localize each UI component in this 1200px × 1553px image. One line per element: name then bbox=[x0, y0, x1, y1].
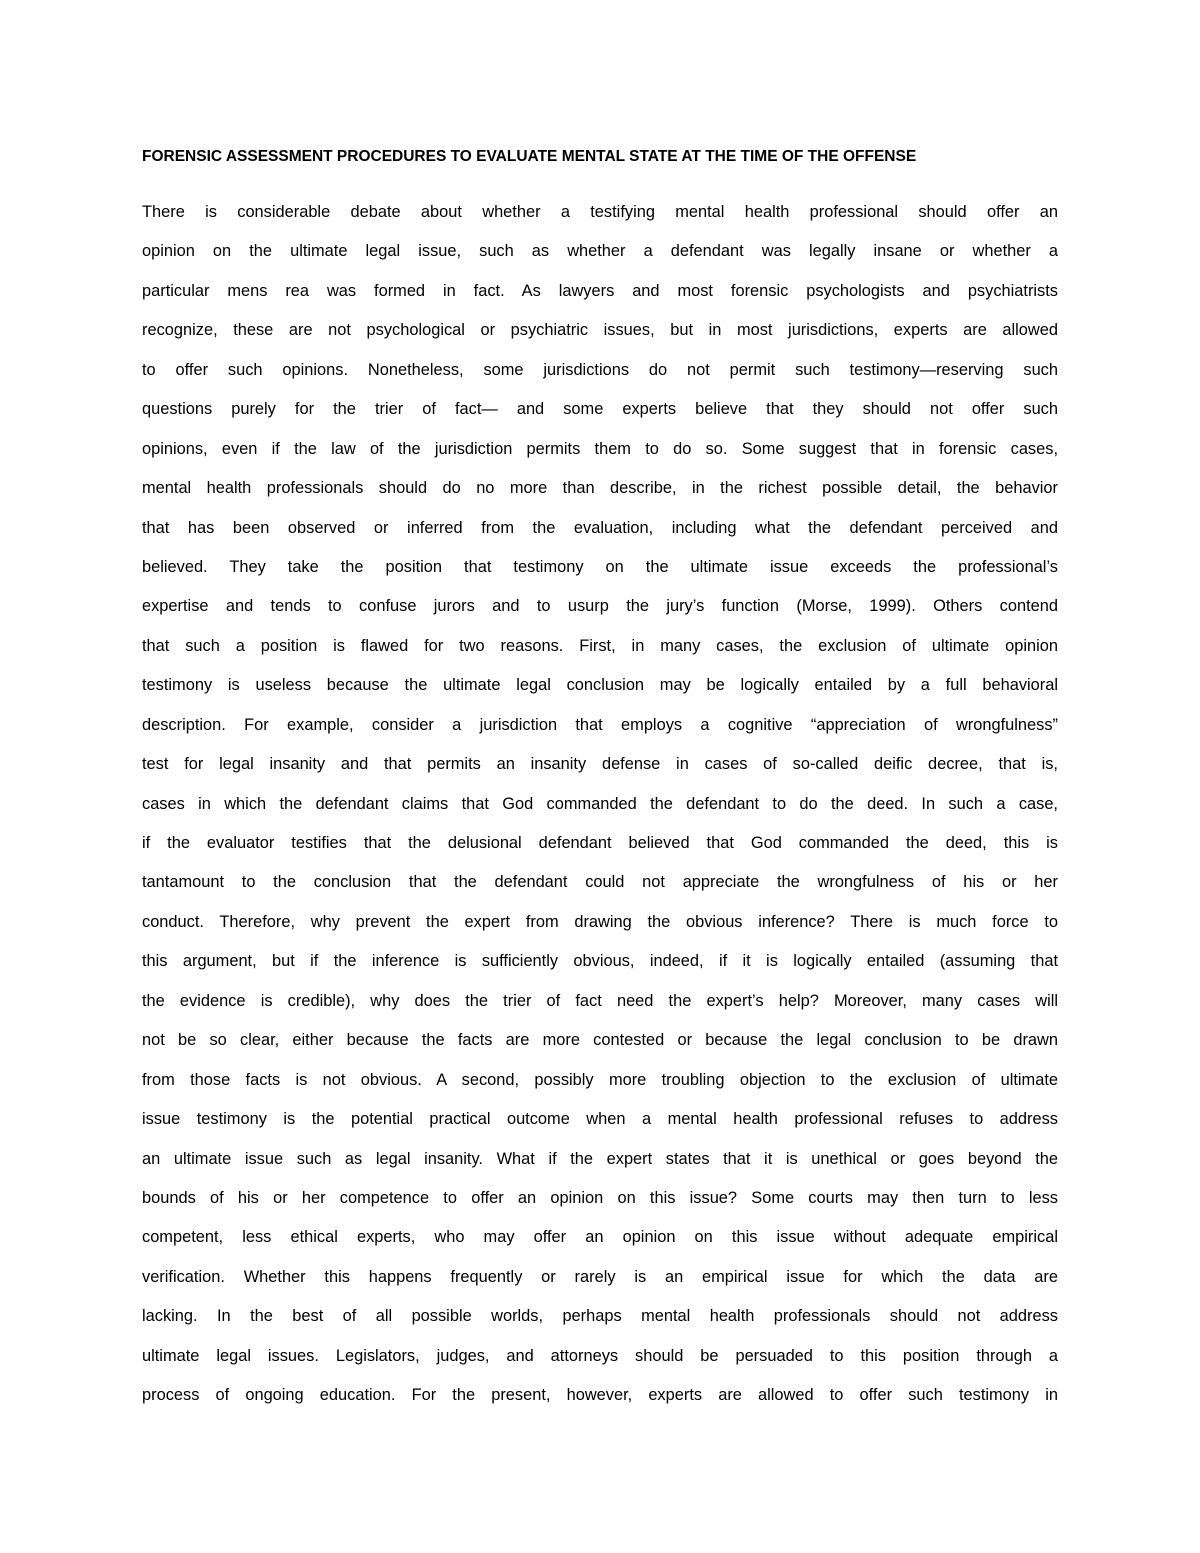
paragraph-line: if the evaluator testifies that the delusional defendant believed that God commanded the deed, this is bbox=[142, 834, 1058, 852]
paragraph-line: the evidence is credible), why does the trier of fact need the expert’s help? Moreover, many cases will bbox=[142, 991, 1058, 1010]
paragraph-line: process of ongoing education. For the present, however, experts are allowed to offer such testimony in bbox=[142, 1386, 1058, 1405]
paragraph-line: cases in which the defendant claims that God commanded the defendant to do the deed. In such a case, bbox=[142, 794, 1058, 813]
body-paragraph bbox=[142, 200, 1058, 1423]
paragraph-line: recognize, these are not psychological or psychiatric issues, but in most jurisdictions, experts are allowed bbox=[142, 321, 1058, 340]
paragraph-line: opinion on the ultimate legal issue, such as whether a defendant was legally insane or whether a bbox=[142, 242, 1058, 261]
paragraph-line: opinions, even if the law of the jurisdiction permits them to do so. Some suggest that in forensic cases, bbox=[142, 439, 1058, 458]
paragraph-line: ultimate legal issues. Legislators, judges, and attorneys should be persuaded to this position through a bbox=[142, 1346, 1058, 1365]
paragraph-line: questions purely for the trier of fact— and some experts believe that they should not offer such bbox=[142, 400, 1058, 419]
paragraph-line: testimony is useless because the ultimate legal conclusion may be logically entailed by a full behavioral bbox=[142, 676, 1058, 695]
paragraph-line: an ultimate issue such as legal insanity. What if the expert states that it is unethical or goes beyond the bbox=[142, 1149, 1058, 1168]
paragraph-line: issue testimony is the potential practical outcome when a mental health professional refuses to address bbox=[142, 1110, 1058, 1129]
paragraph-line: expertise and tends to confuse jurors and to usurp the jury’s function (Morse, 1999). Others contend bbox=[142, 597, 1058, 616]
paragraph-line: tantamount to the conclusion that the defendant could not appreciate the wrongfulness of his or her bbox=[142, 873, 1058, 892]
paragraph-line: mental health professionals should do no more than describe, in the richest possible detail, the behavior bbox=[142, 479, 1058, 498]
paragraph-line: There is considerable debate about whether a testifying mental health professional should offer an bbox=[142, 203, 1058, 221]
paragraph-line: bounds of his or her competence to offer an opinion on this issue? Some courts may then turn to less bbox=[142, 1188, 1058, 1207]
paragraph-line: believed. They take the position that testimony on the ultimate issue exceeds the professional’s bbox=[142, 557, 1058, 576]
paragraph-line: not be so clear, either because the facts are more contested or because the legal conclusion to be drawn bbox=[142, 1031, 1058, 1050]
paragraph-line: from those facts is not obvious. A second, possibly more troubling objection to the exclusion of ultimate bbox=[142, 1070, 1058, 1089]
paragraph-line: to offer such opinions. Nonetheless, some jurisdictions do not permit such testimony—reserving such bbox=[142, 360, 1058, 379]
paragraph-line: competent, less ethical experts, who may offer an opinion on this issue without adequate empirical bbox=[142, 1228, 1058, 1247]
paragraph-line: conduct. Therefore, why prevent the expert from drawing the obvious inference? There is much force to bbox=[142, 912, 1058, 931]
paragraph-line: particular mens rea was formed in fact. As lawyers and most forensic psychologists and psychiatrists bbox=[142, 281, 1058, 300]
paragraph-line: that such a position is flawed for two reasons. First, in many cases, the exclusion of ultimate opinion bbox=[142, 636, 1058, 655]
paragraph-line: lacking. In the best of all possible worlds, perhaps mental health professionals should not address bbox=[142, 1307, 1058, 1326]
document-title: FORENSIC ASSESSMENT PROCEDURES TO EVALUATE MENTAL STATE AT THE TIME OF THE OFFENSE bbox=[142, 148, 917, 165]
paragraph-line: description. For example, consider a jurisdiction that employs a cognitive “appreciation of wrongfulness” bbox=[142, 715, 1058, 734]
paragraph-line: that has been observed or inferred from the evaluation, including what the defendant perceived and bbox=[142, 518, 1058, 537]
paragraph-line: this argument, but if the inference is sufficiently obvious, indeed, if it is logically entailed (assuming that bbox=[142, 952, 1058, 971]
paragraph-line: test for legal insanity and that permits an insanity defense in cases of so-called deific decree, that is, bbox=[142, 755, 1058, 774]
paragraph-line: verification. Whether this happens frequently or rarely is an empirical issue for which the data are bbox=[142, 1267, 1058, 1286]
